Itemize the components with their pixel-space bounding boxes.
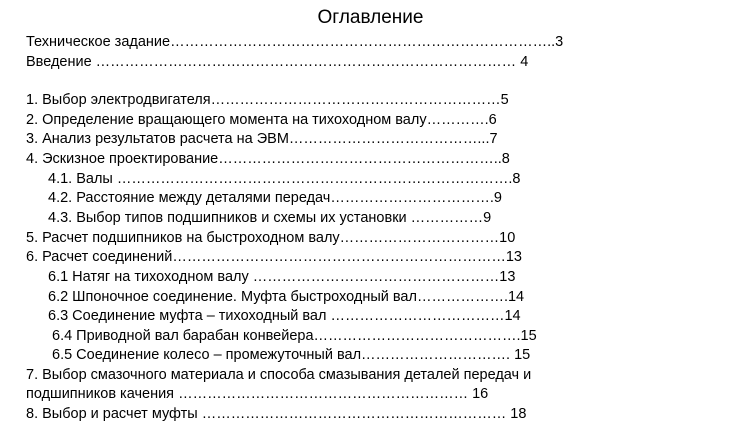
toc-line-1: 1. Выбор электродвигателя……………………………………………………5 xyxy=(26,92,509,108)
toc-line-6-4: 6.4 Приводной вал барабан конвейера…………………………………….15 xyxy=(52,328,537,344)
toc-line-6: 6. Расчет соединений……………………………………………………………13 xyxy=(26,249,522,265)
toc-line-3: 3. Анализ результатов расчета на ЭВМ…………………………………...7 xyxy=(26,131,498,147)
toc-line-7-cont: подшипников качения …………………………………………………… 16 xyxy=(26,386,489,402)
toc-line-7: 7. Выбор смазочного материала и способа смазывания деталей передач и xyxy=(26,367,532,383)
toc-line-4: 4. Эскизное проектирование…………………………………………………..8 xyxy=(26,151,510,167)
toc-line-6-2: 6.2 Шпоночное соединение. Муфта быстроходный вал……………….14 xyxy=(48,289,525,305)
toc-line-4-2: 4.2. Расстояние между деталями передач…………………………….9 xyxy=(48,190,502,206)
toc-line-4-1: 4.1. Валы ……………………………………………………………………….8 xyxy=(48,171,521,187)
toc-line-6-5: 6.5 Соединение колесо – промежуточный вал…………………………. 15 xyxy=(52,347,531,363)
toc-line-4-3: 4.3. Выбор типов подшипников и схемы их установки ……………9 xyxy=(48,210,492,226)
toc-line-5: 5. Расчет подшипников на быстроходном валу……………………………10 xyxy=(26,230,516,246)
toc-line-introduction: Введение …………………………………………………………………………… 4 xyxy=(26,54,529,70)
toc-line-8: 8. Выбор и расчет муфты ……………………………………………………… 18 xyxy=(26,406,527,422)
toc-line-2: 2. Определение вращающего момента на тихоходном валу………….6 xyxy=(26,112,497,128)
toc-line-technical-task: Техническое задание……………………………………………………………………..3 xyxy=(26,34,564,50)
toc-line-6-3: 6.3 Соединение муфта – тихоходный вал ………………………………14 xyxy=(48,308,521,324)
toc-line-6-1: 6.1 Натяг на тихоходном валу ……………………………………………13 xyxy=(48,269,516,285)
toc-title: Оглавление xyxy=(317,7,424,28)
